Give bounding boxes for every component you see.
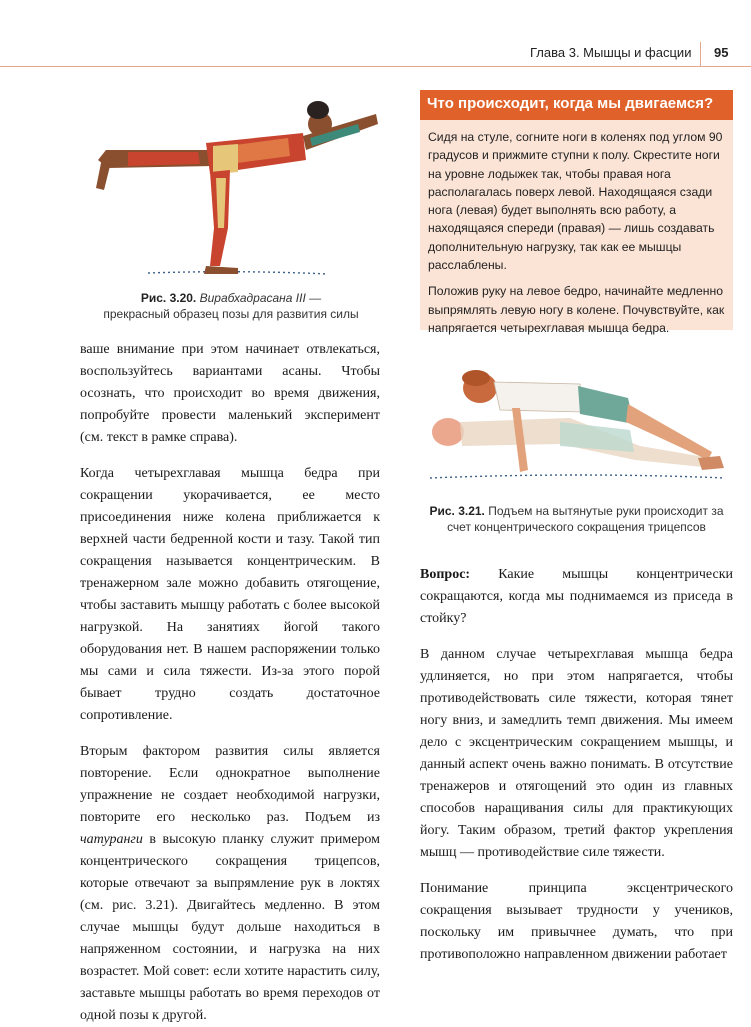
caption-text: прекрасный образец позы для развития силы — [103, 307, 359, 321]
body-paragraph: ваше внимание при этом начинает отвлекаться, воспользуйтесь вариантами асаны. Чтобы осознать, что происходит во время движения, попробуйте провести маленький эксперимент (см. текст в рамке справа). — [80, 342, 380, 445]
right-text-column — [420, 564, 733, 966]
body-paragraph: В данном случае четырехглавая мышца бедра удлиняется, но при этом напрягается, чтобы противодействовать силе тяжести, которая тянет ногу вниз, и замедлить темп движения. Мы имеем дело с эксцентрическим сокращением мышцы, и данный аспект очень важно понимать. В отсутствие тренажеров и отягощений это один из главных способов наращивания силы для практикующих йогу. Таким образом, третий фактор укрепления мышц — противодействие силе тяжести. — [420, 647, 733, 860]
sidebar-paragraph: Положив руку на левое бедро, начинайте медленно выпрямлять левую ногу в колене. Почувствуйте, как напрягается четырехглавая мышца бедра. — [428, 284, 725, 335]
warrior-three-illustration — [88, 88, 378, 284]
body-paragraph: Когда четырехглавая мышца бедра при сокращении укорачивается, ее место присоединения ниже колена приближается к верхней части бедренной кости и тазу. Такой тип сокращения называется концентрическим. В тренажерном зале можно добавить отягощение, чтобы заставить мышцу работать с более высокой нагрузкой. На занятиях йогой такого оборудования нет. В нашем распоряжении только мы сами и сила тяжести. Из-за этого порой бывает трудно создать достаточное сопротивление. — [80, 466, 380, 723]
sidebar-box — [420, 90, 733, 335]
caption-label: Рис. 3.20. — [140, 291, 197, 305]
left-text-column — [80, 339, 380, 1027]
italic-term: чатуранги — [80, 832, 143, 847]
text-run: Вторым фактором развития силы является повторение. Если однократное выполнение упражнение не создает необходимой нагрузки, повторите его несколько раз. Подъем из — [80, 744, 380, 825]
sidebar-body — [420, 120, 733, 337]
figure-3-20-caption — [70, 290, 392, 322]
running-header: Глава 3. Мышцы и фасции — [530, 45, 692, 60]
body-paragraph — [80, 741, 380, 1027]
body-paragraph: Понимание принципа эксцентрического сокращения вызывает трудности у учеников, поскольку им привычнее думать, что при противоположно направленном движении работает — [420, 881, 733, 962]
question-paragraph — [420, 564, 733, 630]
pushup-illustration — [420, 360, 733, 490]
question-text: Какие мышцы концентрически сокращаются, когда мы поднимаемся из приседа в стойку? — [420, 567, 733, 626]
caption-title: Вирабхадрасана III — — [199, 291, 322, 305]
caption-text: Подъем на вытянутые руки происходит за счет концентрического сокращения трицепсов — [447, 504, 724, 534]
sidebar-title: Что происходит, когда мы двигаемся? — [420, 90, 733, 120]
header-rule — [0, 66, 751, 67]
figure-3-21-caption — [420, 503, 733, 535]
sidebar-paragraph: Сидя на стуле, согните ноги в коленях под углом 90 градусов и прижмите ступни к полу. Скрестите ноги на уровне лодыжек так, чтобы правая нога располагалась поверх левой. Находящаяся сзади нога (левая) будет выполнять всю работу, а находящаяся спереди (правая) — лишь создавать дополнительную нагрузку, так как ее мышцы расслаблены. — [428, 130, 723, 273]
text-run: в высокую планку служит примером концентрического сокращения трицепсов, которые отвечают за выпрямление рук в локтях (см. рис. 3.21). Двигайтесь медленно. В этом случае мышцы будут дольше находиться в напряженном состоянии, и нагрузка на них возрастет. Мой совет: если хотите нарастить силу, заставьте мышцы работать во время переходов от одной позы к другой. — [80, 832, 380, 1023]
caption-label: Рис. 3.21. — [429, 504, 485, 518]
page-number: 95 — [714, 45, 729, 60]
question-label: Вопрос: — [420, 567, 471, 582]
header-divider — [700, 42, 701, 66]
